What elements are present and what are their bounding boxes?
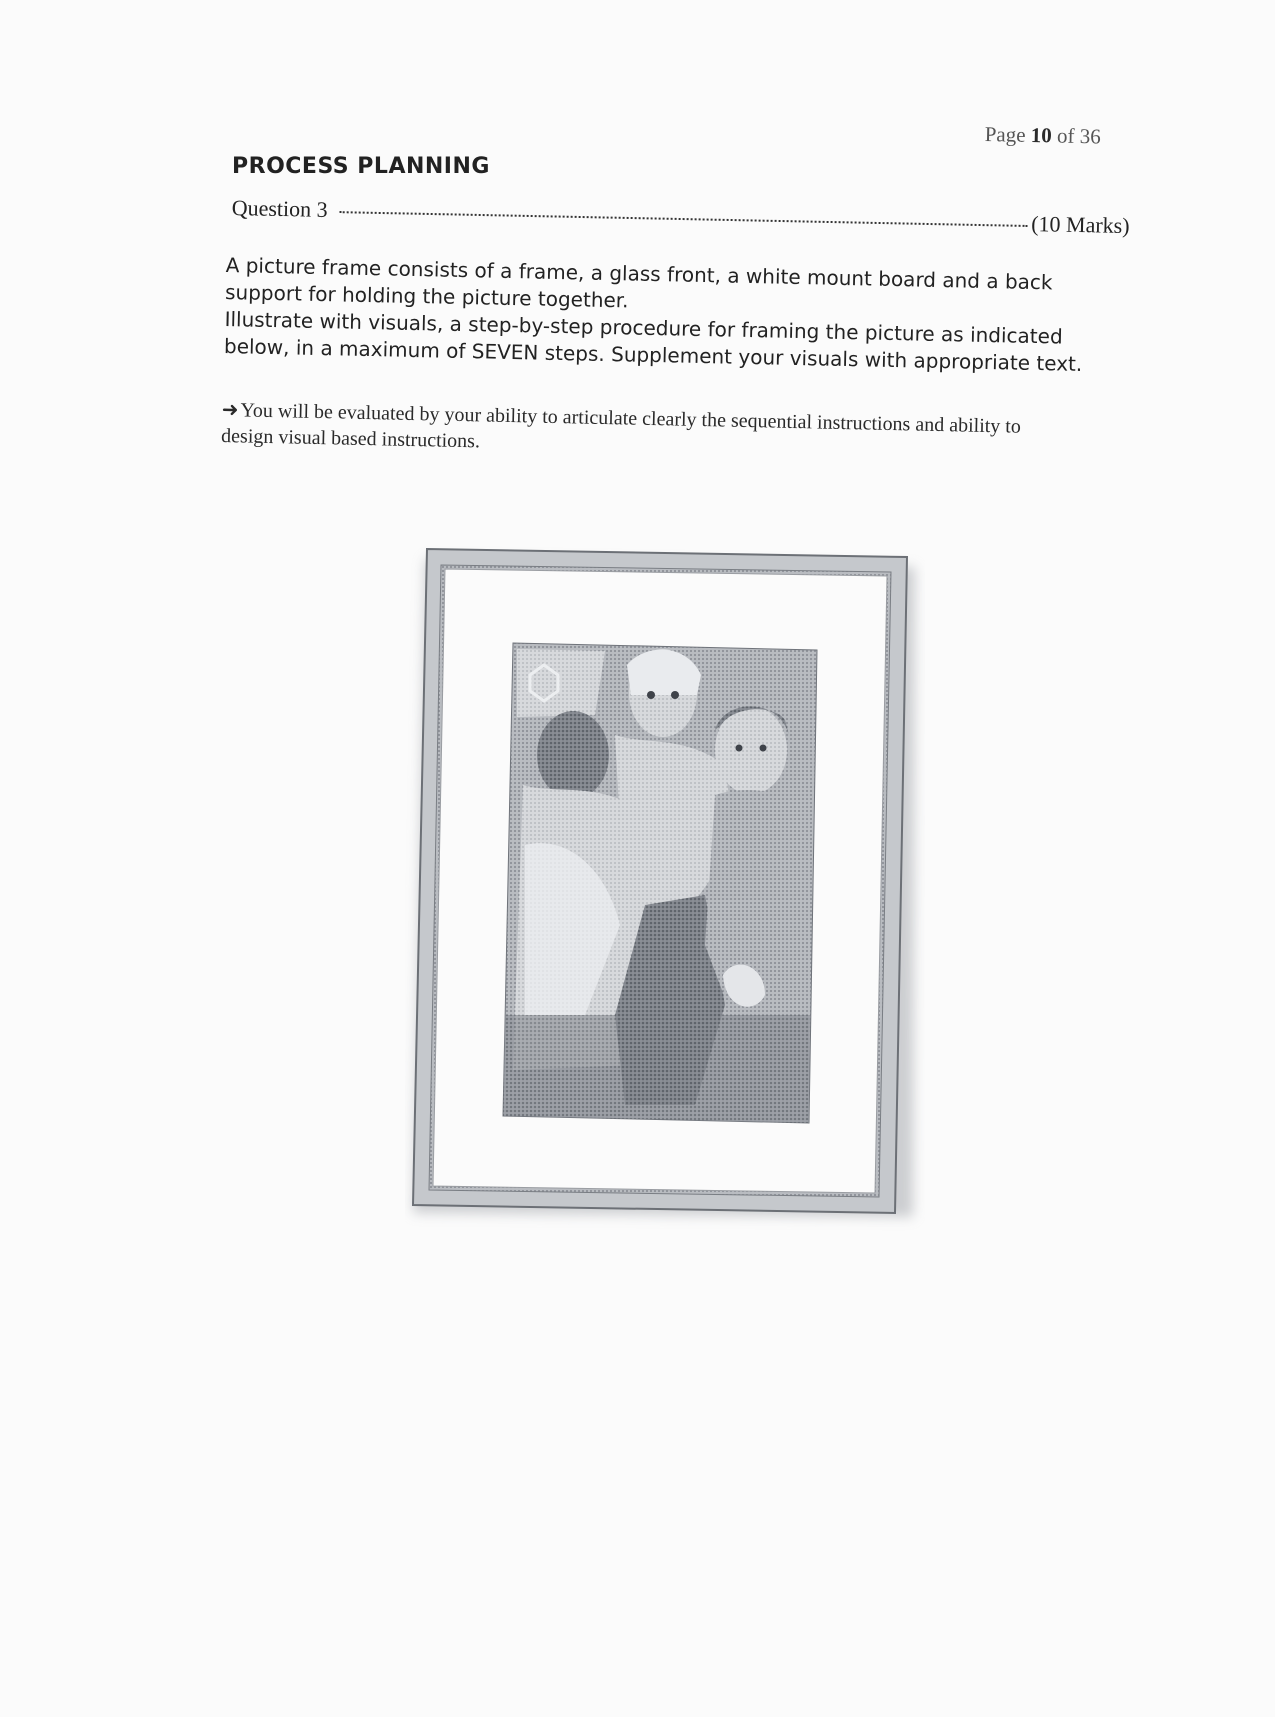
question-label: Question 3 [231, 195, 328, 222]
framed-photograph-image [405, 545, 925, 1235]
page-number [984, 122, 1134, 150]
page-current: 10 [1030, 122, 1053, 148]
photograph [503, 643, 817, 1123]
evaluation-note-text: You will be evaluated by your ability to articulate clearly the sequential instructions and ability to design visual based instructions. [220, 399, 1022, 453]
page-of: of [1056, 123, 1075, 148]
instruction-paragraph-2: Illustrate with visuals, a step-by-step procedure for framing the picture as indicated below, in a maximum of SEVEN steps. Supplement your visuals with appropriate text. [223, 306, 1083, 376]
page-total: 36 [1079, 123, 1102, 149]
evaluation-note [221, 396, 1022, 466]
question-instructions [224, 252, 1136, 379]
framed-picture-figure [405, 545, 925, 1235]
page-prefix: Page [984, 122, 1026, 147]
section-title: PROCESS PLANNING [232, 154, 490, 179]
dotted-leader [340, 211, 1028, 227]
instruction-paragraph-1: A picture frame consists of a frame, a glass front, a white mount board and a back support for holding the picture together. [224, 252, 1053, 313]
question-marks: (10 Marks) [1030, 211, 1130, 239]
right-arrow-icon: ➜ [221, 396, 239, 422]
question-header [231, 195, 1129, 239]
